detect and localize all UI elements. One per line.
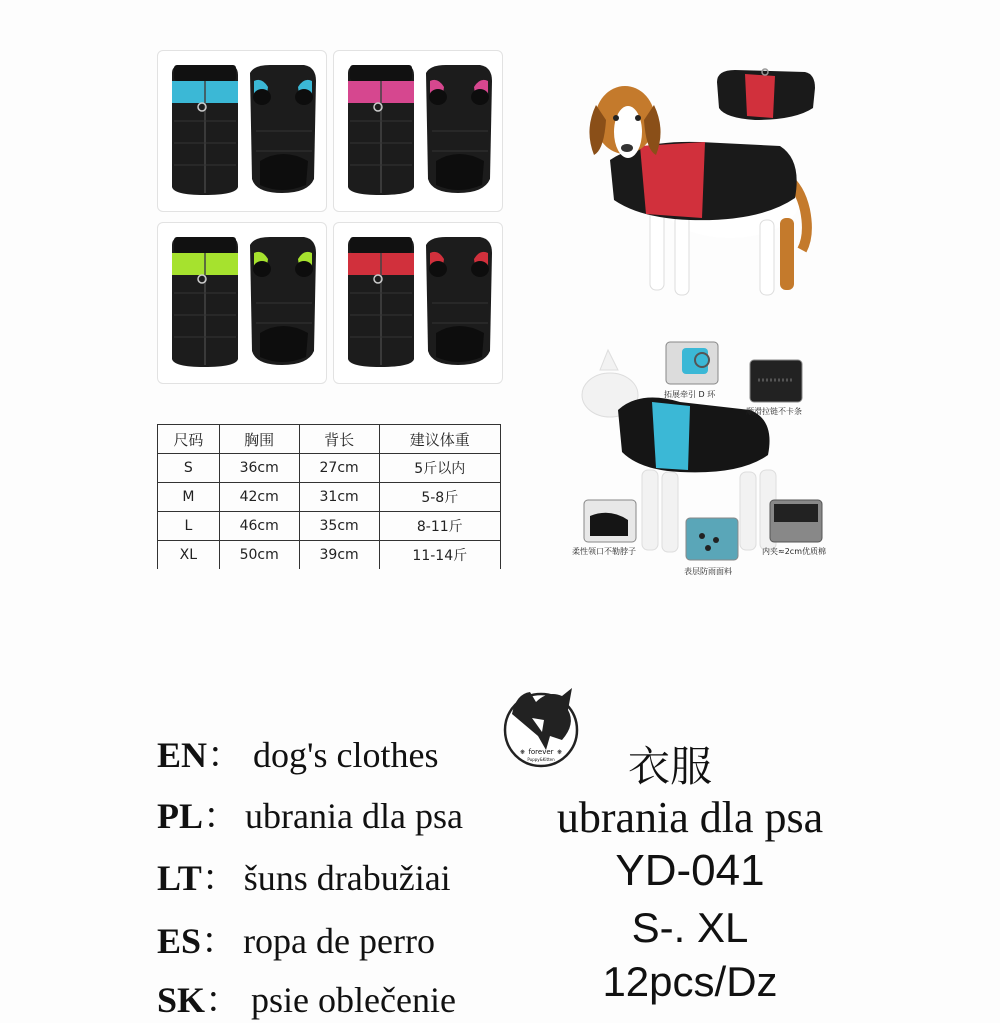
vest-front-and-back-image <box>158 51 326 211</box>
paw-icon: ❋ <box>520 750 526 756</box>
mannequin-vest-photo <box>570 340 840 580</box>
lang-line-lt <box>157 850 451 901</box>
variant-card-cyan <box>157 50 327 212</box>
lang-line-es <box>157 913 435 964</box>
table-row <box>158 512 501 541</box>
size-table <box>157 424 501 569</box>
variant-card-red <box>333 222 503 384</box>
size-cell: M <box>158 483 220 512</box>
header-back-length: 背长 <box>299 425 379 454</box>
weight-cell: 5斤以内 <box>379 454 500 483</box>
variant-card-pink <box>333 50 503 212</box>
chest-cell: 36cm <box>219 454 299 483</box>
lang-sep: ： <box>205 980 242 1020</box>
lang-text: dog's clothes <box>253 735 439 775</box>
lang-sep: ： <box>201 921 238 961</box>
lang-code: ES <box>157 921 202 961</box>
lang-code: EN <box>157 735 208 775</box>
size-range: S-. XL <box>631 904 749 951</box>
lang-sep: ： <box>201 858 238 898</box>
logo-text-forever: forever <box>528 748 554 756</box>
weight-cell: 5-8斤 <box>379 483 500 512</box>
forever-brand-logo <box>502 684 580 772</box>
lang-code: SK <box>157 980 206 1020</box>
size-table-header <box>158 425 501 454</box>
header-chest: 胸围 <box>219 425 299 454</box>
beagle-wearing-vest-photo <box>580 60 830 310</box>
variant-card-green <box>157 222 327 384</box>
lining-label: 内夹≈2cm优质棉 <box>762 547 826 556</box>
header-weight: 建议体重 <box>379 425 500 454</box>
vest-thumbnail <box>717 69 815 120</box>
model-number: YD-041 <box>615 846 765 895</box>
lang-sep: ： <box>203 796 240 836</box>
chest-cell: 42cm <box>219 483 299 512</box>
lang-text: šuns drabužiai <box>243 858 451 898</box>
lang-code: LT <box>157 858 202 898</box>
zipper-label: 顺滑拉链不卡条 <box>746 407 802 416</box>
table-row <box>158 483 501 512</box>
lang-code: PL <box>157 796 204 836</box>
lang-text: ropa de perro <box>243 921 435 961</box>
lang-sep: ： <box>207 735 244 775</box>
collar-label: 柔性领口不勒脖子 <box>572 547 636 556</box>
back-cell: 39cm <box>299 541 379 570</box>
lang-line-en <box>157 727 439 778</box>
chest-cell: 46cm <box>219 512 299 541</box>
weight-cell: 8-11斤 <box>379 512 500 541</box>
paw-icon: ❋ <box>557 750 563 756</box>
lang-line-sk <box>157 972 456 1023</box>
weight-cell: 11-14斤 <box>379 541 500 570</box>
logo-text-puppy-kitten: Puppy&Kitten <box>527 757 555 762</box>
vest-front-and-back-image <box>334 51 502 211</box>
vest-front-and-back-image <box>334 223 502 383</box>
product-name-pl: ubrania dla psa <box>556 793 824 842</box>
size-cell: S <box>158 454 220 483</box>
packing-info: 12pcs/Dz <box>602 958 778 1005</box>
fabric-label: 表层防雨面料 <box>684 567 732 576</box>
lang-line-pl <box>157 788 463 839</box>
lang-text: ubrania dla psa <box>245 796 463 836</box>
table-row <box>158 454 501 483</box>
back-cell: 35cm <box>299 512 379 541</box>
chinese-product-name: 衣服 <box>627 742 712 791</box>
size-cell: XL <box>158 541 220 570</box>
lang-text: psie oblečenie <box>251 980 456 1020</box>
back-cell: 27cm <box>299 454 379 483</box>
header-size: 尺码 <box>158 425 220 454</box>
back-cell: 31cm <box>299 483 379 512</box>
table-row <box>158 541 501 570</box>
vest-front-and-back-image <box>158 223 326 383</box>
size-cell: L <box>158 512 220 541</box>
d-ring-label: 拓展牵引 D 环 <box>664 390 716 399</box>
chest-cell: 50cm <box>219 541 299 570</box>
